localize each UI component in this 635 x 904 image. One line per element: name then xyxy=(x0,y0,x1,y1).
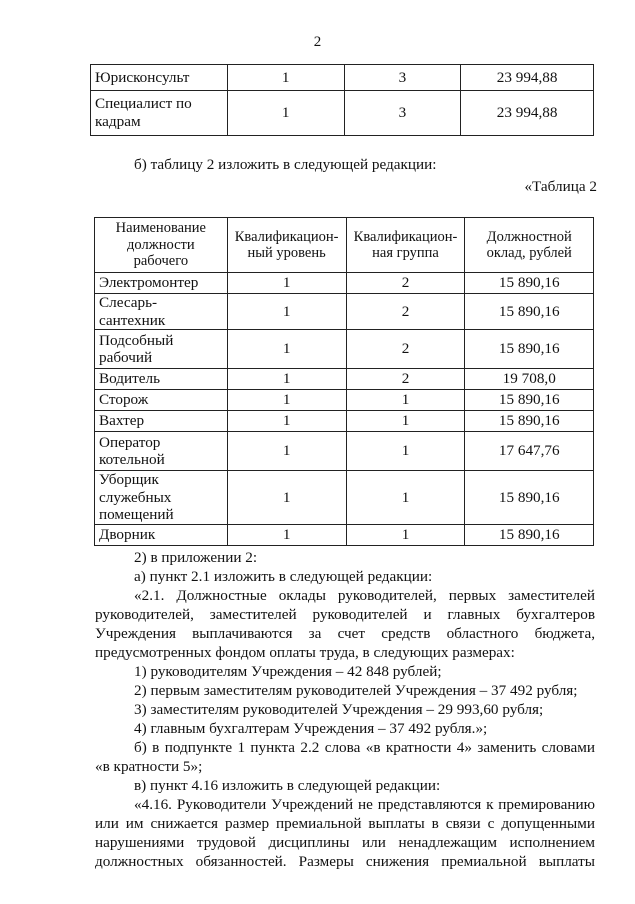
table-cell: 15 890,16 xyxy=(465,390,594,411)
clause-2-1-line: Учреждения выплачиваются за счет средств областного бюджета, xyxy=(95,625,595,642)
item-v-heading: в) пункт 4.16 изложить в следующей редакции: xyxy=(134,777,441,794)
list-item: 3) заместителям руководителей Учреждения – 29 993,60 рубля; xyxy=(134,701,544,718)
table-cell: Специалист по кадрам xyxy=(91,91,228,136)
column-header: Должностной оклад, рублей xyxy=(465,218,594,273)
table-cell: Подсобный рабочий xyxy=(95,330,228,369)
list-item: 4) главным бухгалтерам Учреждения – 37 492 рубля.»; xyxy=(134,720,488,737)
table-cell: Уборщик служебных помещений xyxy=(95,471,228,525)
table-row xyxy=(95,471,594,525)
table-cell: 1 xyxy=(227,369,346,390)
clause-4-16-line: «4.16. Руководители Учреждений не представляются к премированию xyxy=(134,796,595,813)
table-cell: 15 890,16 xyxy=(465,471,594,525)
item-b-line: б) в подпункте 1 пункта 2.2 слова «в кратности 4» заменить словами xyxy=(134,739,595,756)
table-cell: 1 xyxy=(227,65,344,91)
table-cell: 1 xyxy=(227,390,346,411)
item-b-line: «в кратности 5»; xyxy=(95,758,203,775)
table-cell: Слесарь-сантехник xyxy=(95,294,228,330)
table-cell: 15 890,16 xyxy=(465,330,594,369)
column-header: Квалификацион-ный уровень xyxy=(227,218,346,273)
table-row xyxy=(95,330,594,369)
table-cell: 1 xyxy=(346,390,465,411)
salary-table-2 xyxy=(94,217,594,546)
table-cell: Дворник xyxy=(95,525,228,546)
table-cell: 1 xyxy=(227,525,346,546)
page-number: 2 xyxy=(313,34,322,50)
table-cell: 2 xyxy=(346,369,465,390)
table-row xyxy=(95,294,594,330)
clause-2-1-line: «2.1. Должностные оклады руководителей, первых заместителей xyxy=(134,587,595,604)
item-2-heading: 2) в приложении 2: xyxy=(134,549,258,566)
table-cell: Водитель xyxy=(95,369,228,390)
table-row xyxy=(95,369,594,390)
table-row xyxy=(95,432,594,471)
intro-b: б) таблицу 2 изложить в следующей редакции: xyxy=(134,156,437,173)
table-cell: 1 xyxy=(227,273,346,294)
table-cell: 15 890,16 xyxy=(465,294,594,330)
table-cell: 3 xyxy=(344,65,461,91)
list-item: 1) руководителям Учреждения – 42 848 рублей; xyxy=(134,663,442,680)
item-a-heading: а) пункт 2.1 изложить в следующей редакции: xyxy=(134,568,433,585)
table-cell: 23 994,88 xyxy=(461,91,594,136)
column-header: Наименование должности рабочего xyxy=(95,218,228,273)
table-cell: 3 xyxy=(344,91,461,136)
clause-4-16-line: нарушениями трудовой дисциплины или ненадлежащим исполнением xyxy=(95,834,595,851)
table-cell: 1 xyxy=(346,411,465,432)
table-row xyxy=(95,525,594,546)
table-cell: 2 xyxy=(346,294,465,330)
table-cell: Электромонтер xyxy=(95,273,228,294)
table-cell: Сторож xyxy=(95,390,228,411)
table-cell: 15 890,16 xyxy=(465,525,594,546)
table-row xyxy=(91,65,594,91)
clause-4-16-line: должностных обязанностей. Размеры снижения премиальной выплаты xyxy=(95,853,595,870)
table-cell: 1 xyxy=(346,525,465,546)
table-cell: 1 xyxy=(227,294,346,330)
column-header: Квалификацион-ная группа xyxy=(346,218,465,273)
table-cell: 1 xyxy=(346,471,465,525)
table-cell: 1 xyxy=(346,432,465,471)
clause-2-1-line: предусмотренных фондом оплаты труда, в следующих размерах: xyxy=(95,644,515,661)
table-row xyxy=(95,273,594,294)
table-cell: 15 890,16 xyxy=(465,273,594,294)
table-cell: 1 xyxy=(227,471,346,525)
table-cell: 2 xyxy=(346,330,465,369)
table-cell: 1 xyxy=(227,330,346,369)
table-cell: 1 xyxy=(227,91,344,136)
clause-4-16-line: или им снижается размер премиальной выплаты в связи с допущенными xyxy=(95,815,595,832)
table-header-row xyxy=(95,218,594,273)
table-cell: 15 890,16 xyxy=(465,411,594,432)
table-cell: 17 647,76 xyxy=(465,432,594,471)
table-cell: 1 xyxy=(227,411,346,432)
list-item: 2) первым заместителям руководителей Учреждения – 37 492 рубля; xyxy=(134,682,578,699)
table2-caption: «Таблица 2 xyxy=(524,178,597,195)
table-cell: 23 994,88 xyxy=(461,65,594,91)
table-cell: 19 708,0 xyxy=(465,369,594,390)
table-cell: Оператор котельной xyxy=(95,432,228,471)
table-cell: 2 xyxy=(346,273,465,294)
table-cell: Вахтер xyxy=(95,411,228,432)
clause-2-1-line: руководителей, заместителей руководителей и главных бухгалтеров xyxy=(95,606,595,623)
table-row xyxy=(95,411,594,432)
table-row xyxy=(91,91,594,136)
table-cell: Юрисконсульт xyxy=(91,65,228,91)
table-cell: 1 xyxy=(227,432,346,471)
table-row xyxy=(95,390,594,411)
salary-table-1 xyxy=(90,64,594,136)
